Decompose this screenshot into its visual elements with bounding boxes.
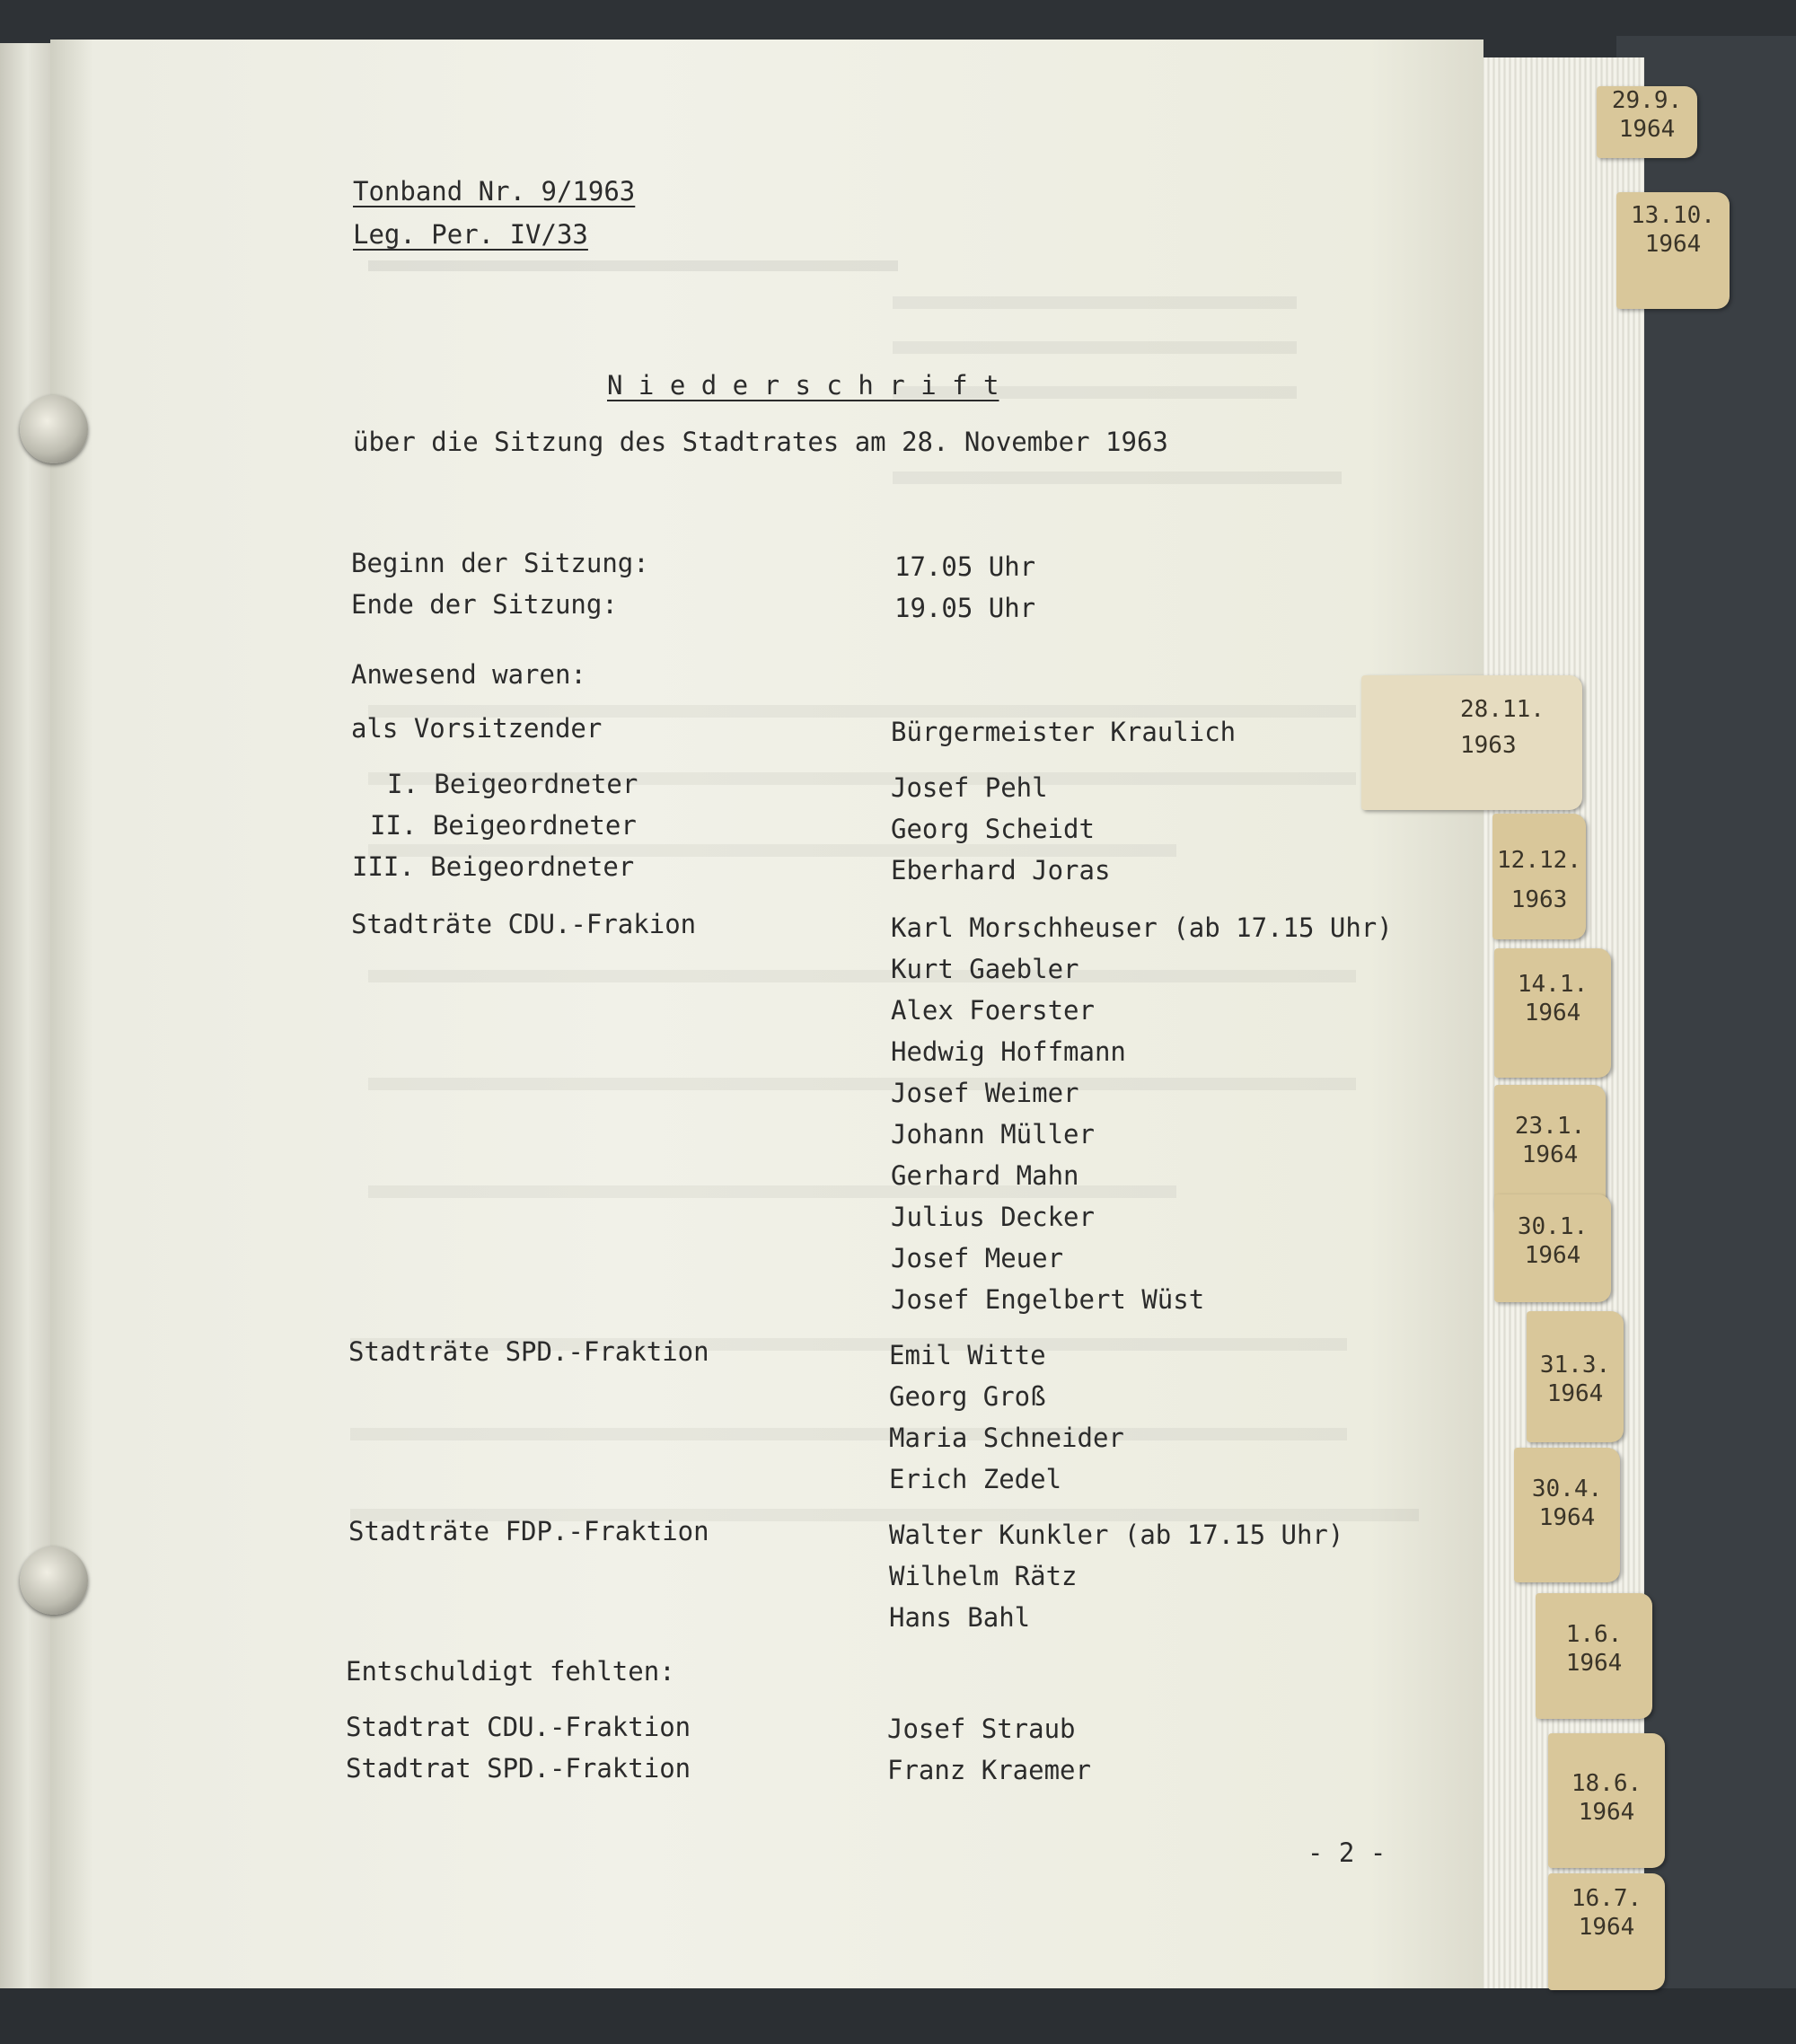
excused-name: Franz Kraemer bbox=[887, 1755, 1091, 1785]
binder-ring bbox=[20, 395, 88, 463]
member-name: Josef Weimer bbox=[891, 1078, 1079, 1108]
deputy-label: I. Beigeordneter bbox=[387, 769, 638, 799]
member-name: Maria Schneider bbox=[889, 1423, 1124, 1453]
fdp-label: Stadträte FDP.-Fraktion bbox=[348, 1516, 709, 1546]
document-page bbox=[50, 40, 1483, 1988]
binder-bottom bbox=[0, 1988, 1796, 2044]
index-tab[interactable]: 12.12. 1963 bbox=[1492, 814, 1586, 939]
deputy-label: II. Beigeordneter bbox=[370, 810, 637, 841]
index-tab[interactable]: 18.6. 1964 bbox=[1548, 1733, 1665, 1868]
page-number: - 2 - bbox=[1307, 1837, 1387, 1868]
chair-label: als Vorsitzender bbox=[351, 713, 603, 744]
index-tab[interactable]: 14.1. 1964 bbox=[1494, 948, 1611, 1078]
time-label: Beginn der Sitzung: bbox=[351, 548, 649, 578]
member-name: Karl Morschheuser (ab 17.15 Uhr) bbox=[891, 912, 1393, 943]
member-name: Erich Zedel bbox=[889, 1464, 1062, 1494]
index-tab[interactable]: 16.7. 1964 bbox=[1548, 1873, 1665, 1990]
legislative-period: Leg. Per. IV/33 bbox=[353, 219, 588, 250]
excused-label: Stadtrat CDU.-Fraktion bbox=[346, 1712, 691, 1742]
time-value: 17.05 Uhr bbox=[894, 551, 1036, 582]
index-tab[interactable]: 13.10. 1964 bbox=[1616, 192, 1730, 309]
deputy-name: Georg Scheidt bbox=[891, 814, 1095, 844]
member-name: Josef Meuer bbox=[891, 1243, 1064, 1273]
member-name: Hans Bahl bbox=[889, 1602, 1031, 1633]
member-name: Walter Kunkler (ab 17.15 Uhr) bbox=[889, 1520, 1344, 1550]
member-name: Gerhard Mahn bbox=[891, 1160, 1079, 1191]
member-name: Alex Foerster bbox=[891, 995, 1095, 1026]
excused-heading: Entschuldigt fehlten: bbox=[346, 1656, 675, 1687]
present-heading: Anwesend waren: bbox=[351, 659, 586, 690]
time-label: Ende der Sitzung: bbox=[351, 589, 618, 620]
member-name: Johann Müller bbox=[891, 1119, 1095, 1150]
left-page-edge bbox=[0, 43, 52, 1999]
time-value: 19.05 Uhr bbox=[894, 593, 1036, 623]
deputy-label: III. Beigeordneter bbox=[352, 851, 635, 882]
index-tab[interactable]: 28.11. 1963 bbox=[1361, 675, 1582, 810]
tape-number: Tonband Nr. 9/1963 bbox=[353, 176, 636, 207]
member-name: Georg Groß bbox=[889, 1381, 1046, 1412]
member-name: Julius Decker bbox=[891, 1202, 1095, 1232]
index-tab[interactable]: 31.3. 1964 bbox=[1527, 1311, 1624, 1442]
excused-label: Stadtrat SPD.-Fraktion bbox=[346, 1753, 691, 1784]
index-tab[interactable]: 29.9. 1964 bbox=[1597, 86, 1697, 158]
index-tab[interactable]: 1.6. 1964 bbox=[1536, 1593, 1652, 1719]
chair-name: Bürgermeister Kraulich bbox=[891, 717, 1237, 747]
session-subtitle: über die Sitzung des Stadtrates am 28. November 1963 bbox=[353, 427, 1168, 457]
spd-label: Stadträte SPD.-Fraktion bbox=[348, 1336, 709, 1367]
index-tab[interactable]: 23.1. 1964 bbox=[1494, 1085, 1606, 1211]
deputy-name: Josef Pehl bbox=[891, 772, 1048, 803]
document-title: N i e d e r s c h r i f t bbox=[607, 370, 999, 401]
member-name: Wilhelm Rätz bbox=[889, 1561, 1078, 1591]
excused-name: Josef Straub bbox=[887, 1714, 1076, 1744]
member-name: Emil Witte bbox=[889, 1340, 1046, 1370]
index-tab[interactable]: 30.1. 1964 bbox=[1494, 1194, 1611, 1302]
cdu-label: Stadträte CDU.-Frakion bbox=[351, 909, 697, 939]
member-name: Kurt Gaebler bbox=[891, 954, 1079, 984]
binder-ring bbox=[20, 1546, 88, 1615]
index-tab[interactable]: 30.4. 1964 bbox=[1514, 1448, 1620, 1582]
deputy-name: Eberhard Joras bbox=[891, 855, 1111, 885]
member-name: Hedwig Hoffmann bbox=[891, 1036, 1126, 1067]
member-name: Josef Engelbert Wüst bbox=[891, 1284, 1205, 1315]
